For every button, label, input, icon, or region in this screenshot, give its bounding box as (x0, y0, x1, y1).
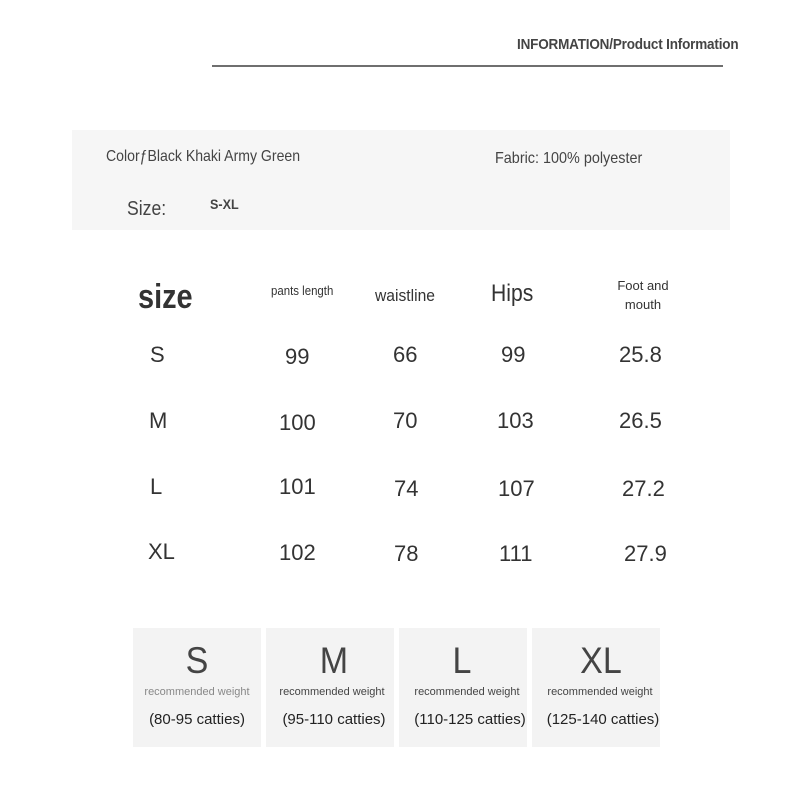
table-cell-pants-length: 101 (279, 474, 316, 499)
table-cell-pants-length: 100 (279, 410, 316, 435)
weight-card-label: recommended weight (279, 686, 385, 698)
table-header-hips: Hips (491, 280, 534, 307)
fabric-info: Fabric: 100% polyester (495, 150, 643, 167)
table-header-foot-line1: Foot and (617, 278, 669, 293)
table-cell-waistline: 70 (393, 408, 418, 433)
table-cell-waistline: 66 (393, 342, 418, 367)
weight-card-range: (125-140 catties) (546, 711, 660, 728)
table-cell-size: M (149, 408, 168, 433)
table-header-waistline: waistline (375, 286, 435, 305)
weight-card-size: M (319, 640, 349, 681)
table-cell-foot: 26.5 (619, 408, 662, 433)
weight-card-range: (95-110 catties) (282, 711, 386, 728)
weight-card-range: (80-95 catties) (149, 711, 245, 728)
weight-card-label: recommended weight (547, 686, 653, 698)
weight-card-label: recommended weight (144, 686, 250, 698)
table-header-pants-length: pants length (271, 283, 334, 298)
table-cell-hips: 111 (499, 541, 533, 566)
weight-card-size: L (452, 640, 472, 681)
table-cell-pants-length: 99 (285, 344, 310, 369)
table-cell-size: XL (148, 539, 175, 564)
table-cell-foot: 25.8 (619, 342, 662, 367)
header-divider (212, 65, 723, 67)
table-cell-foot: 27.9 (624, 541, 667, 566)
table-header-size: size (138, 278, 193, 316)
weight-card-size: S (185, 640, 209, 681)
weight-card-range: (110-125 catties) (414, 711, 526, 728)
page-title: INFORMATION/Product Information (517, 36, 739, 53)
table-cell-hips: 103 (497, 408, 534, 433)
table-cell-waistline: 74 (394, 476, 419, 501)
table-header-foot-mouth (612, 276, 674, 314)
table-cell-size: S (150, 342, 165, 367)
size-value: S-XL (210, 196, 239, 212)
table-cell-waistline: 78 (394, 541, 419, 566)
color-info: ColorƒBlack Khaki Army Green (106, 148, 301, 165)
table-cell-hips: 107 (498, 476, 535, 501)
table-cell-size: L (150, 474, 163, 499)
weight-card-label: recommended weight (414, 686, 520, 698)
table-cell-pants-length: 102 (279, 540, 316, 565)
product-info-box (72, 130, 730, 230)
weight-card-size: XL (580, 640, 622, 681)
size-label: Size: (127, 198, 167, 220)
table-header-foot-line2: mouth (624, 297, 662, 312)
table-cell-foot: 27.2 (622, 476, 665, 501)
table-cell-hips: 99 (501, 342, 526, 367)
